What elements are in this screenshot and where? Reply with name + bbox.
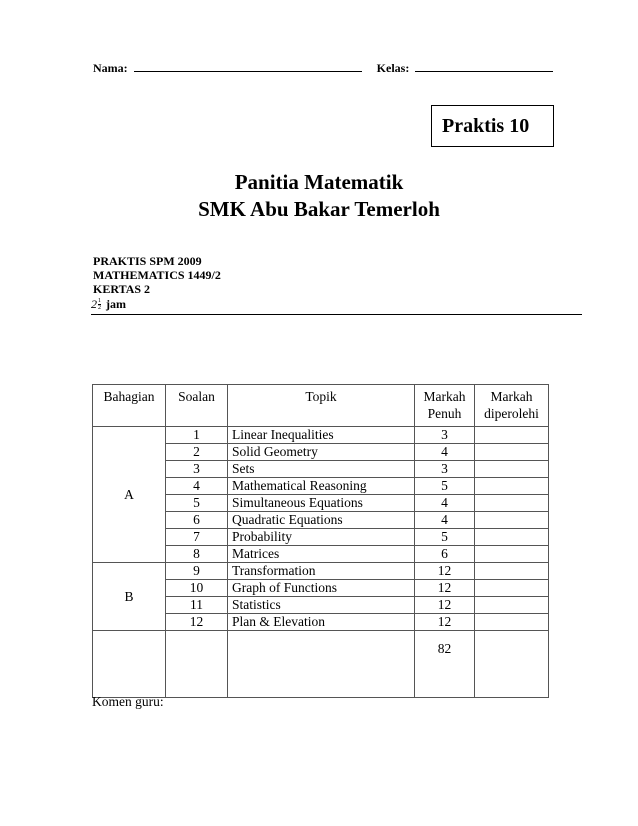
marks-obtained-cell[interactable] <box>475 597 549 614</box>
question-no: 1 <box>166 427 228 444</box>
exam-line-2: MATHEMATICS 1449/2 <box>93 268 221 282</box>
question-no: 9 <box>166 563 228 580</box>
marks-obtained-cell[interactable] <box>475 512 549 529</box>
section-a-label: A <box>93 427 166 563</box>
student-info-line <box>93 61 553 76</box>
question-no: 10 <box>166 580 228 597</box>
topics-table <box>92 384 549 698</box>
topic-name: Simultaneous Equations <box>228 495 415 512</box>
topic-name: Quadratic Equations <box>228 512 415 529</box>
title-school: SMK Abu Bakar Temerloh <box>198 197 440 221</box>
question-no: 6 <box>166 512 228 529</box>
full-marks: 3 <box>415 427 475 444</box>
duration-whole: 2 <box>91 297 97 311</box>
kelas-label: Kelas: <box>376 61 410 75</box>
topic-name: Transformation <box>228 563 415 580</box>
header-markah-penuh: Markah Penuh <box>415 385 475 427</box>
full-marks: 12 <box>415 563 475 580</box>
duration-denominator: 2 <box>98 305 101 311</box>
topic-name: Plan & Elevation <box>228 614 415 631</box>
duration-unit: jam <box>106 297 126 311</box>
marks-obtained-cell[interactable] <box>475 461 549 478</box>
question-no: 5 <box>166 495 228 512</box>
header-topik: Topik <box>228 385 415 427</box>
topic-name: Probability <box>228 529 415 546</box>
topic-name: Mathematical Reasoning <box>228 478 415 495</box>
nama-label: Nama: <box>93 61 128 75</box>
table-row <box>93 427 549 444</box>
full-marks: 6 <box>415 546 475 563</box>
praktis-box: Praktis 10 <box>431 105 554 147</box>
exam-line-1: PRAKTIS SPM 2009 <box>93 254 202 268</box>
total-obtained-cell[interactable] <box>475 631 549 698</box>
duration-numerator: 1 <box>98 298 101 304</box>
marks-obtained-cell[interactable] <box>475 478 549 495</box>
full-marks: 5 <box>415 529 475 546</box>
topic-name: Statistics <box>228 597 415 614</box>
marks-obtained-cell[interactable] <box>475 529 549 546</box>
komen-guru-label: Komen guru: <box>92 694 164 709</box>
full-marks: 12 <box>415 597 475 614</box>
question-no: 3 <box>166 461 228 478</box>
full-marks: 12 <box>415 614 475 631</box>
topic-name: Linear Inequalities <box>228 427 415 444</box>
topic-name: Matrices <box>228 546 415 563</box>
exam-duration <box>91 297 126 312</box>
section-b-label: B <box>93 563 166 631</box>
topic-name: Graph of Functions <box>228 580 415 597</box>
total-empty-cell <box>93 631 166 698</box>
question-no: 4 <box>166 478 228 495</box>
header-bahagian: Bahagian <box>93 385 166 427</box>
marks-obtained-cell[interactable] <box>475 546 549 563</box>
question-no: 7 <box>166 529 228 546</box>
marks-obtained-cell[interactable] <box>475 580 549 597</box>
question-no: 8 <box>166 546 228 563</box>
marks-obtained-cell[interactable] <box>475 563 549 580</box>
topic-name: Solid Geometry <box>228 444 415 461</box>
exam-line-3: KERTAS 2 <box>93 282 151 296</box>
total-empty-cell <box>228 631 415 698</box>
full-marks: 4 <box>415 444 475 461</box>
duration-fraction <box>91 297 106 312</box>
marks-obtained-cell[interactable] <box>475 495 549 512</box>
topic-name: Sets <box>228 461 415 478</box>
marks-obtained-cell[interactable] <box>475 614 549 631</box>
table-row <box>93 563 549 580</box>
full-marks: 4 <box>415 512 475 529</box>
total-row <box>93 631 549 698</box>
question-no: 11 <box>166 597 228 614</box>
header-markah-diperolehi: Markah diperolehi <box>475 385 549 427</box>
total-empty-cell <box>166 631 228 698</box>
header-soalan: Soalan <box>166 385 228 427</box>
kelas-blank[interactable] <box>415 61 553 72</box>
marks-obtained-cell[interactable] <box>475 427 549 444</box>
nama-blank[interactable] <box>134 61 362 72</box>
full-marks: 5 <box>415 478 475 495</box>
full-marks: 12 <box>415 580 475 597</box>
question-no: 12 <box>166 614 228 631</box>
total-full-marks: 82 <box>415 631 475 698</box>
marks-obtained-cell[interactable] <box>475 444 549 461</box>
title-panitia: Panitia Matematik <box>234 170 404 194</box>
full-marks: 4 <box>415 495 475 512</box>
full-marks: 3 <box>415 461 475 478</box>
question-no: 2 <box>166 444 228 461</box>
header-divider <box>91 314 582 315</box>
